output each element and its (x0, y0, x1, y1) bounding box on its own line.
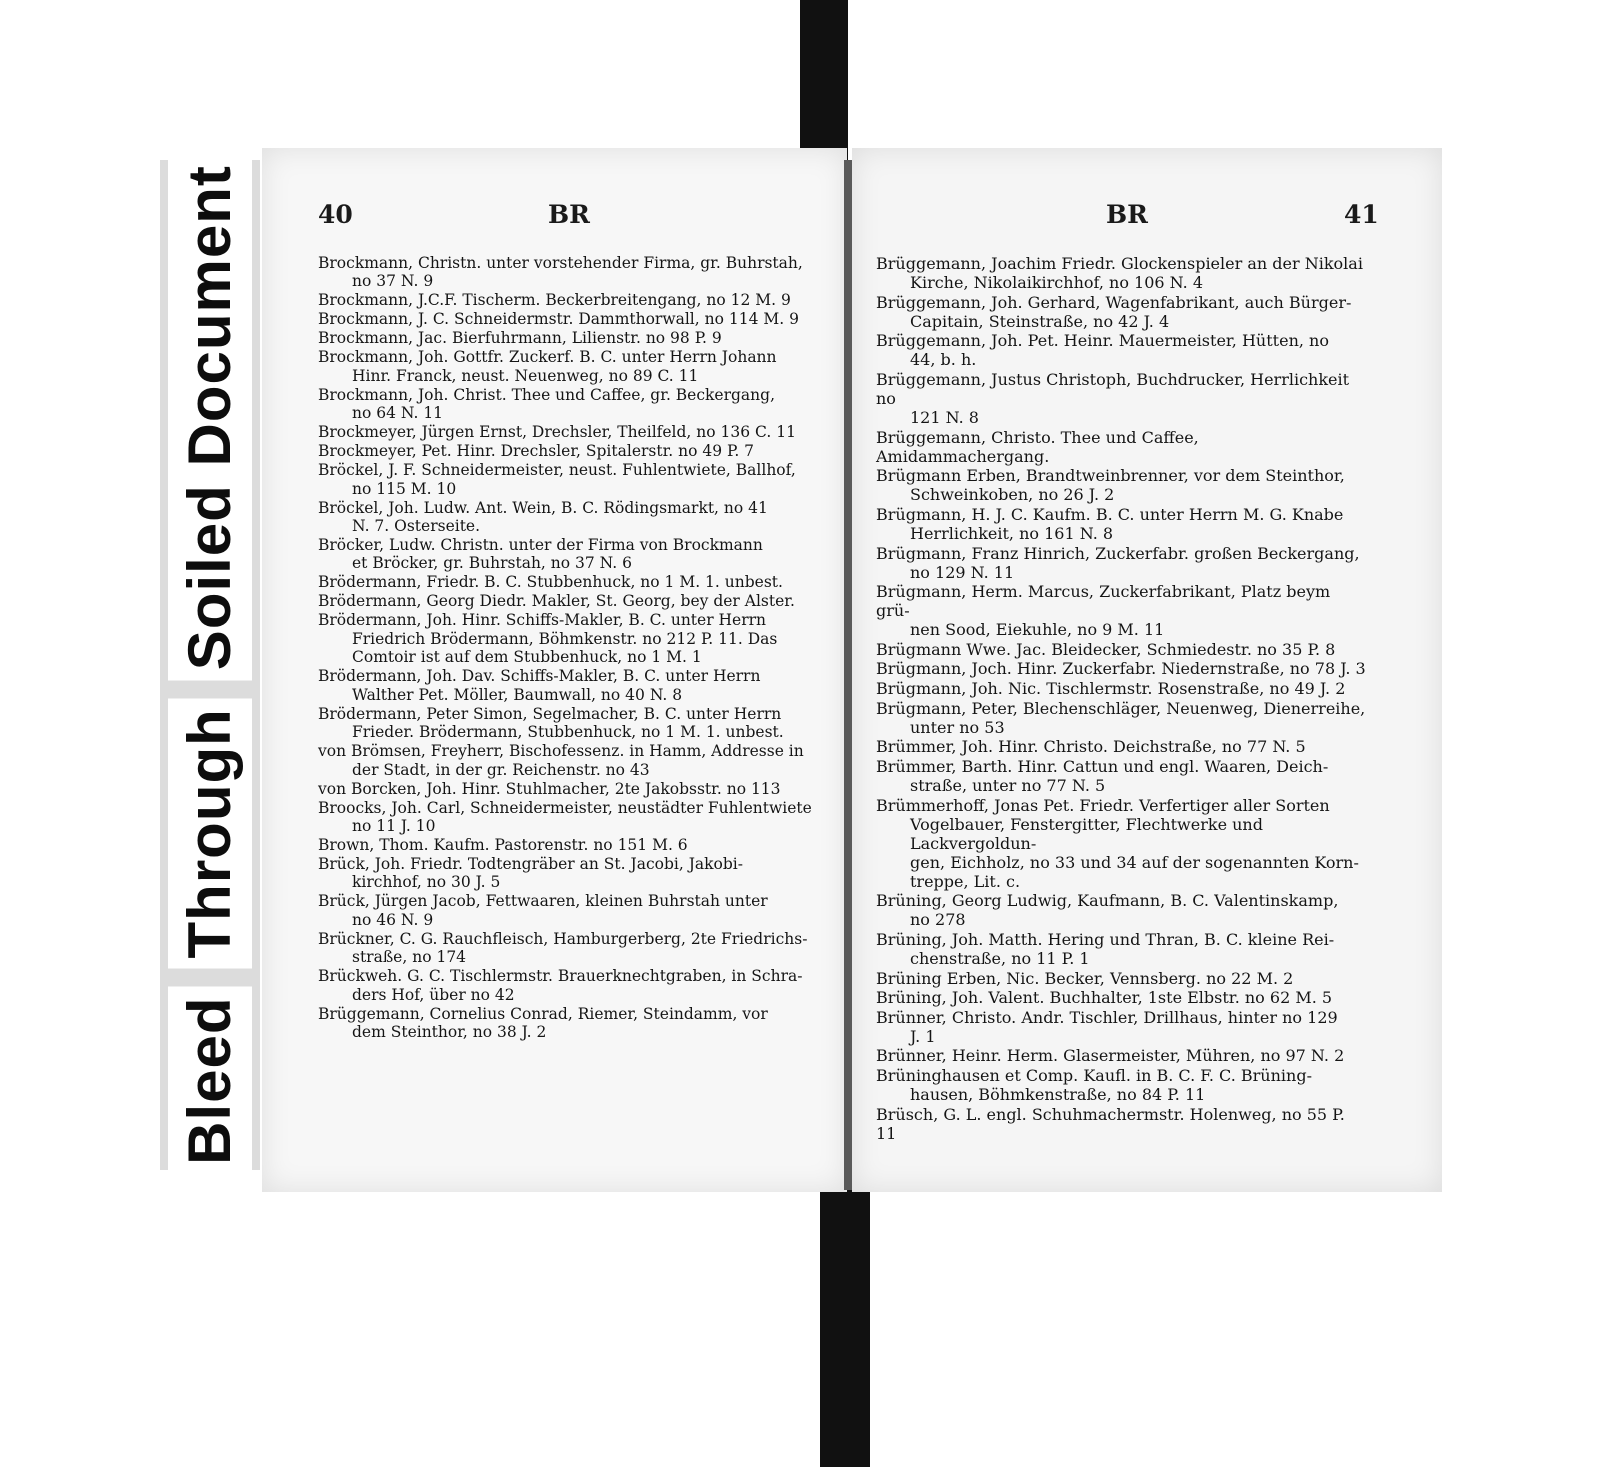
directory-entry (318, 291, 813, 309)
directory-entry (318, 742, 813, 779)
entry-continuation-line: straße, no 174 (352, 948, 467, 967)
entry-line: Brockmann, J. C. Schneidermstr. Dammthorwall, no 114 M. 9 (318, 310, 799, 329)
directory-entry (876, 544, 1368, 582)
directory-entry (876, 891, 1368, 929)
entry-line: Brügmann, Joch. Hinr. Zuckerfabr. Niedernstraße, no 78 J. 3 (876, 659, 1366, 679)
entry-line: Brüning, Joh. Matth. Hering und Thran, B. C. kleine Rei- (876, 929, 1335, 949)
entry-line: Brück, Jürgen Jacob, Fettwaaren, kleinen Buhrstah unter (318, 892, 768, 911)
directory-entry (318, 499, 813, 536)
directory-entry (318, 386, 813, 423)
directory-entry (876, 466, 1368, 504)
directory-entry (318, 705, 813, 742)
entry-continuation-line: 121 N. 8 (910, 408, 979, 428)
directory-entry (876, 640, 1368, 659)
entry-continuation-line: hausen, Böhmkenstraße, no 84 P. 11 (910, 1085, 1206, 1105)
entry-line: Brockmann, Jac. Bierfuhrmann, Lilienstr. no 98 P. 9 (318, 329, 722, 348)
directory-entry (876, 930, 1368, 968)
entry-continuation-line: Vogelbauer, Fenstergitter, Flechtwerke und Lackvergoldun- (910, 814, 1263, 853)
entry-continuation-line: J. 1 (910, 1026, 936, 1046)
entry-line: Brügmann, Peter, Blechenschläger, Neuenweg, Dienerreihe, (876, 698, 1366, 718)
directory-entry (876, 757, 1368, 795)
entry-line: Brüggemann, Joachim Friedr. Glockenspieler an der Nikolai (876, 254, 1363, 273)
condition-label (160, 160, 260, 1170)
entry-continuation-line: nen Sood, Eiekuhle, no 9 M. 11 (910, 620, 1165, 640)
entry-line: Brüninghausen et Comp. Kaufl. in B. C. F. C. Brüning- (876, 1066, 1312, 1085)
directory-entry (876, 737, 1368, 756)
black-strip-bottom (820, 1190, 870, 1467)
entry-continuation-line: no 129 N. 11 (910, 562, 1015, 582)
entry-line: Brünner, Christo. Andr. Tischler, Drillhaus, hinter no 129 (876, 1007, 1338, 1027)
entry-continuation-line: Comtoir ist auf dem Stubbenhuck, no 1 M. 1 (352, 648, 702, 667)
entry-line: von Borcken, Joh. Hinr. Stuhlmacher, 2te Jakobsstr. no 113 (318, 779, 781, 798)
directory-entry (318, 329, 813, 347)
entry-continuation-line: no 115 M. 10 (352, 479, 457, 498)
entry-line: Brüggemann, Justus Christoph, Buchdrucker, Herrlichkeit no (876, 369, 1350, 408)
directory-entry (318, 611, 813, 666)
entry-continuation-line: Kirche, Nikolaikirchhof, no 106 N. 4 (910, 273, 1204, 293)
entry-continuation-line: Schweinkoben, no 26 J. 2 (910, 485, 1115, 505)
left-page-header: BR (548, 200, 590, 229)
entry-continuation-line: Walther Pet. Möller, Baumwall, no 40 N. 8 (352, 685, 683, 704)
directory-entry (876, 679, 1368, 698)
entry-line: von Brömsen, Freyherr, Bischofessenz. in Hamm, Addresse in (318, 742, 804, 761)
directory-entry (318, 855, 813, 892)
entry-continuation-line: et Bröcker, gr. Buhrstah, no 37 N. 6 (352, 554, 632, 573)
entry-continuation-line: Frieder. Brödermann, Stubbenhuck, no 1 M. 1. unbest. (352, 723, 784, 742)
entry-line: Brümmer, Joh. Hinr. Christo. Deichstraße, no 77 N. 5 (876, 737, 1306, 757)
entry-line: Bröckel, Joh. Ludw. Ant. Wein, B. C. Rödingsmarkt, no 41 (318, 498, 768, 517)
left-page-number: 40 (318, 200, 353, 229)
directory-entry (318, 536, 813, 573)
entry-line: Brück, Joh. Friedr. Todtengräber an St. Jacobi, Jakobi- (318, 854, 743, 873)
entry-continuation-line: der Stadt, in der gr. Reichenstr. no 43 (352, 760, 650, 779)
condition-word-soiled-document: Soiled Document (168, 155, 252, 680)
entry-continuation-line: unter no 53 (910, 717, 1005, 737)
entry-continuation-line: straße, unter no 77 N. 5 (910, 775, 1106, 795)
entry-line: Brockmann, Christn. unter vorstehender Firma, gr. Buhrstah, (318, 254, 803, 272)
entry-line: Brückweh. G. C. Tischlermstr. Brauerknechtgraben, in Schra- (318, 967, 803, 986)
entry-line: Brümmer, Barth. Hinr. Cattun und engl. Waaren, Deich- (876, 756, 1329, 776)
directory-entry (876, 428, 1368, 466)
directory-entry (318, 1005, 813, 1042)
directory-entry (318, 254, 813, 291)
entry-continuation-line: no 11 J. 10 (352, 816, 436, 835)
directory-entry (876, 659, 1368, 678)
entry-line: Brüning, Joh. Valent. Buchhalter, 1ste Elbstr. no 62 M. 5 (876, 988, 1333, 1008)
entry-line: Brüggemann, Joh. Pet. Heinr. Mauermeister, Hütten, no (876, 331, 1329, 351)
entry-continuation-line: Friedrich Brödermann, Böhmkenstr. no 212 P. 11. Das (352, 629, 778, 648)
directory-entry (318, 967, 813, 1004)
entry-continuation-line: treppe, Lit. c. (910, 871, 1021, 891)
directory-entry (876, 1105, 1368, 1143)
entry-line: Brümmerhoff, Jonas Pet. Friedr. Verfertiger aller Sorten (876, 795, 1330, 815)
entry-continuation-line: Capitain, Steinstraße, no 42 J. 4 (910, 311, 1170, 331)
directory-entry (876, 988, 1368, 1007)
entry-continuation-line: 44, b. h. (910, 350, 977, 370)
entry-continuation-line: Herrlichkeit, no 161 N. 8 (910, 523, 1114, 543)
entry-continuation-line: no 46 N. 9 (352, 910, 434, 929)
right-page-entries (876, 254, 1368, 1143)
entry-line: Brüggemann, Christo. Thee und Caffee, Amidammachergang. (876, 427, 1199, 466)
directory-entry (318, 310, 813, 328)
directory-entry (318, 799, 813, 836)
entry-line: Brödermann, Peter Simon, Segelmacher, B. C. unter Herrn (318, 704, 782, 723)
entry-line: Brügmann, Herm. Marcus, Zuckerfabrikant, Platz beym grü- (876, 582, 1331, 621)
entry-line: Bröckel, J. F. Schneidermeister, neust. Fuhlentwiete, Ballhof, (318, 461, 796, 480)
entry-line: Brown, Thom. Kaufm. Pastorenstr. no 151 M. 6 (318, 835, 688, 854)
condition-word-through: Through (168, 698, 252, 968)
entry-line: Broocks, Joh. Carl, Schneidermeister, neustädter Fuhlentwiete (318, 798, 812, 817)
directory-entry (876, 699, 1368, 737)
entry-line: Brügmann, H. J. C. Kaufm. B. C. unter Herrn M. G. Knabe (876, 504, 1344, 524)
entry-continuation-line: gen, Eichholz, no 33 und 34 auf der sogenannten Korn- (910, 852, 1359, 872)
entry-line: Brünner, Heinr. Herm. Glasermeister, Mühren, no 97 N. 2 (876, 1046, 1345, 1066)
entry-line: Bröcker, Ludw. Christn. unter der Firma von Brockmann (318, 536, 763, 555)
directory-entry (318, 892, 813, 929)
entry-continuation-line: dem Steinthor, no 38 J. 2 (352, 1023, 547, 1042)
entry-line: Brockmann, Joh. Gottfr. Zuckerf. B. C. unter Herrn Johann (318, 348, 777, 367)
entry-line: Brückner, C. G. Rauchfleisch, Hamburgerberg, 2te Friedrichs- (318, 929, 808, 948)
entry-line: Brockmeyer, Pet. Hinr. Drechsler, Spitalerstr. no 49 P. 7 (318, 442, 755, 461)
entry-continuation-line: ders Hof, über no 42 (352, 985, 515, 1004)
directory-entry (318, 423, 813, 441)
entry-line: Brockmann, Joh. Christ. Thee und Caffee, gr. Beckergang, (318, 385, 776, 404)
entry-line: Brügmann, Franz Hinrich, Zuckerfabr. großen Beckergang, (876, 543, 1360, 563)
directory-entry (876, 370, 1368, 427)
directory-entry (876, 582, 1368, 639)
left-page-entries (318, 254, 813, 1042)
entry-line: Brödermann, Friedr. B. C. Stubbenhuck, no 1 M. 1. unbest. (318, 573, 783, 592)
directory-entry (318, 592, 813, 610)
directory-entry (318, 461, 813, 498)
entry-continuation-line: kirchhof, no 30 J. 5 (352, 873, 501, 892)
directory-entry (318, 930, 813, 967)
entry-continuation-line: chenstraße, no 11 P. 1 (910, 948, 1090, 968)
entry-line: Brüggemann, Joh. Gerhard, Wagenfabrikant, auch Bürger- (876, 292, 1352, 312)
directory-entry (876, 331, 1368, 369)
entry-continuation-line: no 64 N. 11 (352, 404, 444, 423)
entry-continuation-line: Hinr. Franck, neust. Neuenweg, no 89 C. 11 (352, 366, 699, 385)
right-page-number: 41 (1344, 200, 1379, 229)
entry-line: Brüning, Georg Ludwig, Kaufmann, B. C. Valentinskamp, (876, 891, 1339, 911)
directory-entry (876, 1066, 1368, 1104)
entry-line: Brügmann, Joh. Nic. Tischlermstr. Rosenstraße, no 49 J. 2 (876, 679, 1346, 699)
directory-entry (318, 780, 813, 798)
black-strip-top (800, 0, 848, 163)
directory-entry (876, 1046, 1368, 1065)
directory-entry (876, 1008, 1368, 1046)
directory-entry (318, 573, 813, 591)
entry-line: Brockmann, J.C.F. Tischerm. Beckerbreitengang, no 12 M. 9 (318, 291, 791, 310)
entry-line: Brödermann, Joh. Dav. Schiffs-Makler, B. C. unter Herrn (318, 667, 761, 686)
directory-entry (876, 254, 1368, 292)
directory-entry (876, 969, 1368, 988)
entry-line: Brüsch, G. L. engl. Schuhmachermstr. Holenweg, no 55 P. 11 (876, 1104, 1345, 1143)
entry-continuation-line: N. 7. Osterseite. (352, 517, 481, 536)
entry-line: Brüggemann, Cornelius Conrad, Riemer, Steindamm, vor (318, 1004, 768, 1023)
directory-entry (318, 442, 813, 460)
entry-line: Brüning Erben, Nic. Becker, Vennsberg. no 22 M. 2 (876, 968, 1294, 988)
entry-line: Brügmann Erben, Brandtweinbrenner, vor dem Steinthor, (876, 466, 1345, 486)
directory-entry (876, 505, 1368, 543)
entry-line: Brockmeyer, Jürgen Ernst, Drechsler, Theilfeld, no 136 C. 11 (318, 423, 796, 442)
book-gutter (844, 160, 852, 1190)
directory-entry (318, 836, 813, 854)
entry-line: Brügmann Wwe. Jac. Bleidecker, Schmiedestr. no 35 P. 8 (876, 639, 1336, 659)
entry-continuation-line: no 37 N. 9 (352, 272, 434, 291)
condition-word-bleed: Bleed (168, 986, 252, 1174)
directory-entry (876, 293, 1368, 331)
directory-entry (318, 348, 813, 385)
right-page-header: BR (1106, 200, 1148, 229)
directory-entry (876, 796, 1368, 891)
entry-line: Brödermann, Joh. Hinr. Schiffs-Makler, B. C. unter Herrn (318, 611, 767, 630)
entry-continuation-line: no 278 (910, 910, 966, 930)
entry-line: Brödermann, Georg Diedr. Makler, St. Georg, bey der Alster. (318, 592, 795, 611)
directory-entry (318, 667, 813, 704)
